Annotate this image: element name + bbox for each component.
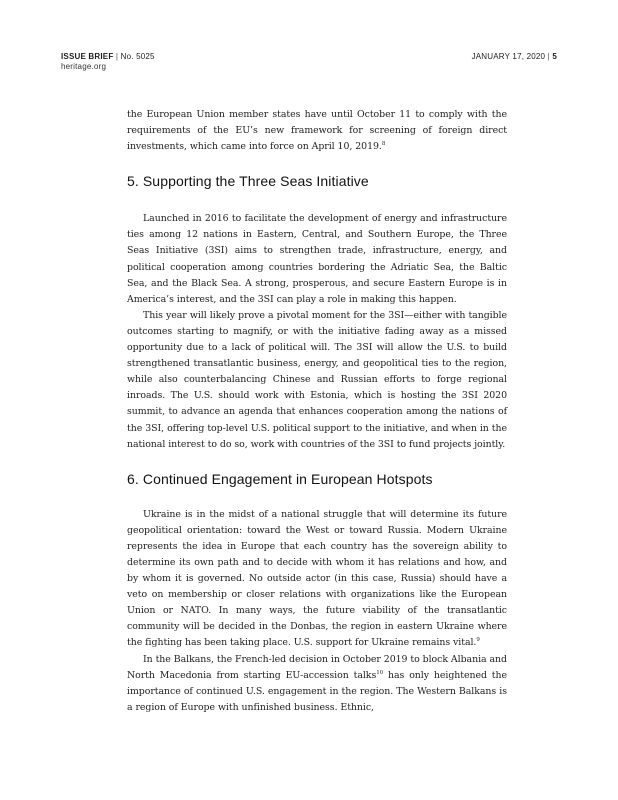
intro-text: the European Union member states have until October 11 to comply with the requirements of the EU’s new framework for screening of foreign direct investments, which came into force on April 10, 2019. [127,109,507,153]
section-5-paragraph-1: Launched in 2016 to facilitate the development of energy and infrastructure ties among 12 nations in Eastern, Central, and Southern Europe, the Three Seas Initiative (3SI) aims to strengthen trade, infrastructure, energy, and political cooperation among countries bordering the Adriatic Sea, the Baltic Sea, and the Black Sea. A strong, prosperous, and secure Eastern Europe is in America’s interest, and the 3SI can play a role in making this happen. [127,213,507,305]
section-6-paragraph-1-text: Ukraine is in the midst of a national struggle that will determine its future geopolitical orientation: toward the West or toward Russia. Modern Ukraine represents the idea in Europe that each country has the sovereign ability to determine its own path and to decide with whom it has relations and how, and by whom it is governed. No outside actor (in this case, Russia) should have a veto on membership or closer relations with organizations like the European Union or NATO. In many ways, the future viability of the transatlantic community will be decided in the Donbas, the region in eastern Ukraine where the fighting has been taking place. U.S. support for Ukraine remains vital. [127,508,507,649]
intro-paragraph [127,107,507,155]
section-6-paragraph-1 [127,507,507,652]
article-body [127,107,507,716]
page-number: 5 [552,52,557,61]
section-6-paragraph-2-text-b: has only heightened the importance of continued U.S. engagement in the region. The Western Balkans is a region of Europe with unfinished business. Ethnic, [127,669,508,713]
footnote-ref-9: 9 [476,637,480,644]
footnote-ref-8: 8 [381,141,386,148]
section-5-paragraph-2: This year will likely prove a pivotal moment for the 3SI—either with tangible outcomes starting to magnify, or with the initiative fading away as a missed opportunity due to a lack of political will. The 3SI will allow the U.S. to build strengthened transatlantic business, energy, and geopolitical ties to the region, while also counterbalancing Chinese and Russian efforts to forge regional inroads. The U.S. should work with Estonia, which is hosting the 3SI 2020 summit, to advance an agenda that enhances cooperation among the nations of the 3SI, offering top-level U.S. political support to the initiative, and when in the national interest to do so, work with countries of the 3SI to fund projects jointly. [127,309,507,450]
header-right [472,52,557,62]
header-date: JANUARY 17, 2020 [471,52,546,61]
site-name: heritage.org [61,62,107,71]
section-6-paragraph-2 [127,652,507,716]
header-separator: | [115,52,119,61]
header-left [61,52,155,72]
footnote-ref-10: 10 [376,669,384,676]
brief-number: No. 5025 [120,52,155,61]
section-6-heading: 6. Continued Engagement in European Hotspots [127,470,433,487]
brief-label: ISSUE BRIEF [61,52,114,61]
section-6-paragraph-2-text-a: In the Balkans, the French-led decision in October 2019 to block Albania and North Macedonia from starting EU-accession talks [127,653,507,681]
section-5-heading: 5. Supporting the Three Seas Initiative [127,173,369,190]
header-separator-right: | [547,52,550,61]
page-header [61,52,557,82]
